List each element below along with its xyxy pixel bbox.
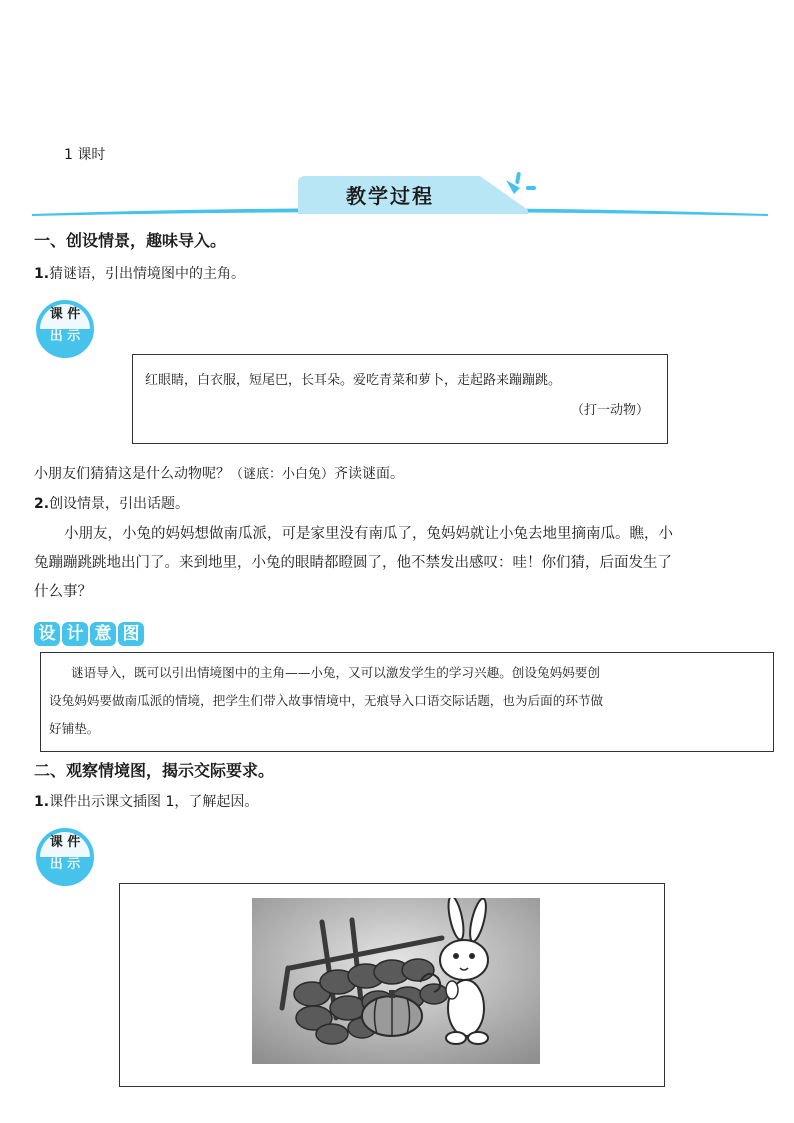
- lesson-time: 1 课时: [64, 147, 106, 163]
- badge-line2: 出 示: [49, 329, 81, 344]
- section1-title: 一、创设情景，趣味导入。: [34, 231, 227, 250]
- after-riddle: [34, 464, 404, 485]
- riddle-hint: （打一动物）: [570, 403, 649, 418]
- riddle-box: [132, 354, 668, 444]
- tag-char: 计: [62, 622, 88, 646]
- step-text: 创设情景，引出话题。: [49, 496, 190, 512]
- section1-step1: [34, 264, 245, 284]
- story-line: 什么事？: [34, 584, 92, 600]
- step-text: 课件出示课文插图 1，了解起因。: [49, 794, 259, 810]
- badge-line1: 课 件: [49, 307, 81, 322]
- step-text: 猜谜语，引出情境图中的主角。: [49, 266, 246, 282]
- section1-step2: [34, 494, 189, 514]
- riddle-text: 红眼睛，白衣服，短尾巴，长耳朵。爱吃青菜和萝卜，走起路来蹦蹦跳。: [145, 373, 562, 388]
- badge-line2: 出 示: [49, 857, 81, 872]
- design-intent-box: [40, 652, 774, 752]
- tag-char: 图: [118, 622, 144, 646]
- riddle-answer: （谜底：小白兔）: [230, 467, 335, 482]
- step-number: 2.: [34, 496, 50, 512]
- tag-char: 设: [34, 622, 60, 646]
- courseware-badge: [36, 300, 94, 358]
- drop-icon-3: [526, 186, 536, 190]
- read-aloud-text: 齐读谜面。: [334, 466, 405, 482]
- step-number: 1.: [34, 266, 50, 282]
- design-intent-tag: [34, 622, 144, 646]
- story-paragraph: [34, 520, 764, 607]
- question-text: 小朋友们猜猜这是什么动物呢？: [34, 466, 230, 482]
- banner-title: 教学过程: [346, 184, 434, 208]
- courseware-badge: [36, 828, 94, 886]
- intent-line: 谜语导入，既可以引出情境图中的主角——小兔，又可以激发学生的学习兴趣。创设兔妈妈要创: [71, 665, 600, 680]
- pumpkin-rabbit-illustration: [252, 898, 540, 1064]
- intent-text: [49, 659, 769, 743]
- intent-line: 好铺垫。: [49, 721, 100, 736]
- story-line: 小朋友，小兔的妈妈想做南瓜派，可是家里没有南瓜了，兔妈妈就让小兔去地里摘南瓜。瞧，小: [64, 526, 673, 542]
- step-number: 1.: [34, 794, 50, 810]
- intent-line: 设兔妈妈要做南瓜派的情境，把学生们带入故事情境中，无痕导入口语交际话题，也为后面的环节做: [49, 693, 604, 708]
- tag-char: 意: [90, 622, 116, 646]
- illustration-frame: [119, 883, 665, 1087]
- drop-icon-2: [515, 172, 521, 185]
- badge-line1: 课 件: [49, 835, 81, 850]
- section2-step1: [34, 792, 258, 812]
- story-line: 兔蹦蹦跳跳地出门了。来到地里，小兔的眼睛都瞪圆了，他不禁发出感叹：哇！你们猜，后面发生了: [34, 555, 672, 571]
- section2-title: 二、观察情境图，揭示交际要求。: [34, 761, 275, 780]
